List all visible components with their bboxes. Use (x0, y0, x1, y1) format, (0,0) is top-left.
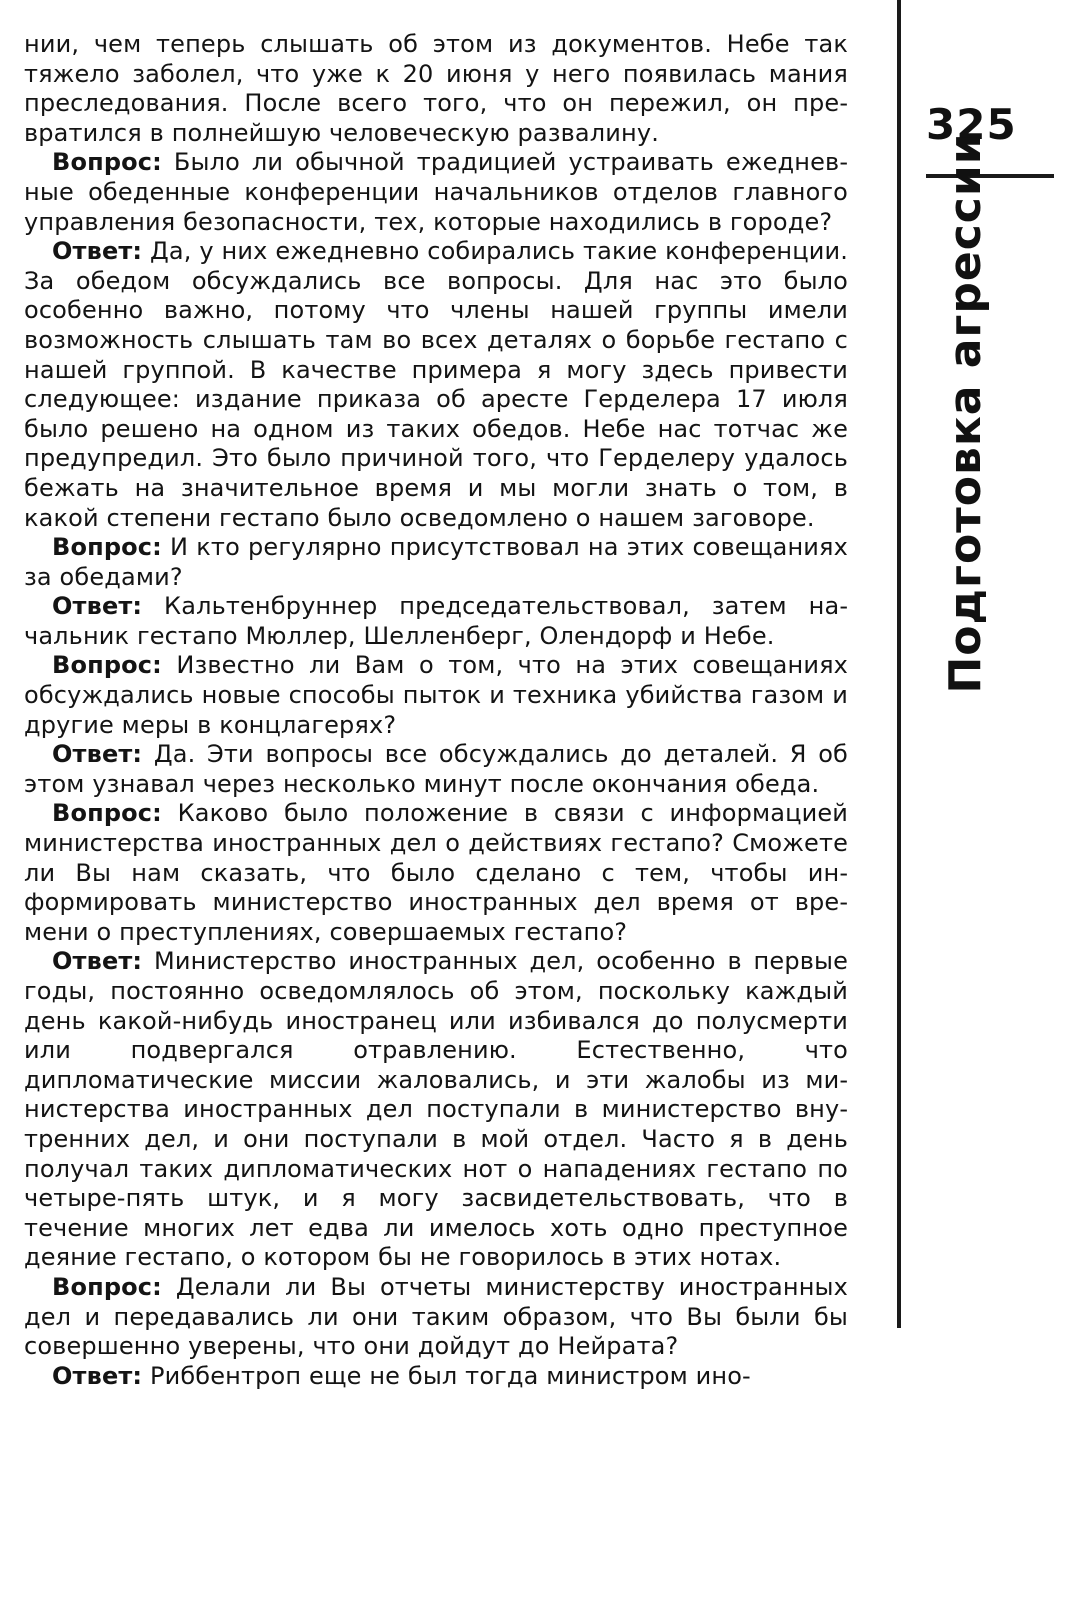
paragraph-text: Министерство иностранных дел, особенно в первые годы, постоянно осведомлялось об этом, поскольку каждый день какой-нибудь иностранец или избивался до полусмерти или подвергался отравлению. Естественно, что дипломатические миссии жаловались, и эти жалобы из министерства иностранных дел поступали в министерство внутренних дел, и они поступали в мой отдел. Часто я в день получал таких дипломатических нот о нападениях гестапо по четыре-пять штук, и я могу засвидетельствовать, что в течение многих лет едва ли имелось хоть одно преступное деяние гестапо, о котором бы не говорилось в этих нотах. (24, 947, 849, 1272)
running-title: Подготовка агрессии (940, 132, 991, 694)
paragraph-text: Да, у них ежедневно собирались такие конференции. За обедом обсуждались все вопросы. Для нас это было особенно важно, потому что члены нашей группы имели возможность слышать там во всех деталях о борьбе гестапо с нашей группой. В качестве примера я могу здесь привести следующее: издание приказа об аресте Герделера 17 июля было решено на одном из таких обедов. Небе нас тотчас же предупредил. Это было причиной того, что Герделеру удалось бежать на значительное время и мы могли знать о том, в какой степени гестапо было осведомлено о нашем заговоре. (24, 237, 848, 532)
paragraph-question (24, 651, 848, 740)
answer-label: Ответ: (52, 947, 143, 976)
question-label: Вопрос: (52, 533, 162, 562)
paragraph-text: Каково было положение в связи с информацией министерства иностранных дел о действиях гестапо? Сможете ли Вы нам сказать, что было сделано с тем, чтобы информировать министерство иностранных дел время от времени о преступлениях, совершаемых гестапо? (24, 799, 849, 946)
paragraph-continuation (24, 30, 848, 148)
paragraph-answer (24, 1362, 848, 1392)
answer-label: Ответ: (52, 740, 143, 769)
question-label: Вопрос: (52, 148, 162, 177)
question-label: Вопрос: (52, 799, 162, 828)
paragraph-answer (24, 740, 848, 799)
paragraph-text: нии, чем теперь слышать об этом из документов. Небе так тяжело заболел, что уже к 20 июня у него появилась мания преследования. После всего того, что он пережил, он превратился в полнейшую человеческую развалину. (24, 30, 848, 147)
answer-label: Ответ: (52, 1361, 143, 1390)
paragraph-answer (24, 592, 848, 651)
paragraph-text: Делали ли Вы отчеты министерству иностранных дел и передавались ли они таким образом, что Вы были бы совершенно уверены, что они дойдут до Нейрата? (24, 1272, 849, 1361)
page-number: 325 (926, 100, 1017, 149)
paragraph-text: Да. Эти вопросы все обсуждались до деталей. Я об этом узнавал через несколько минут после окончания обеда. (24, 740, 848, 798)
paragraph-text: Было ли обычной традицией устраивать ежедневные обеденные конференции начальников отделов главного управления безопасности, тех, которые находились в городе? (24, 148, 849, 236)
question-label: Вопрос: (52, 651, 162, 680)
paragraph-text: И кто регулярно присутствовал на этих совещаниях за обедами? (24, 533, 848, 591)
paragraph-question (24, 148, 848, 237)
paragraph-question (24, 1273, 848, 1362)
paragraph-answer (24, 947, 848, 1273)
paragraph-answer (24, 237, 848, 533)
main-text-column (24, 30, 848, 1391)
paragraph-question (24, 799, 848, 947)
answer-label: Ответ: (52, 237, 143, 266)
paragraph-text: Риббентроп еще не был тогда министром ино- (149, 1361, 751, 1390)
paragraph-text: Известно ли Вам о том, что на этих совещаниях обсуждались новые способы пыток и техника убийства газом и другие меры в концлагерях? (24, 651, 849, 739)
vertical-divider (897, 0, 901, 1328)
answer-label: Ответ: (52, 592, 143, 621)
paragraph-text: Кальтенбруннер председательствовал, затем начальник гестапо Мюллер, Шелленберг, Олендорф и Небе. (24, 592, 848, 650)
question-label: Вопрос: (52, 1272, 162, 1301)
paragraph-question (24, 533, 848, 592)
